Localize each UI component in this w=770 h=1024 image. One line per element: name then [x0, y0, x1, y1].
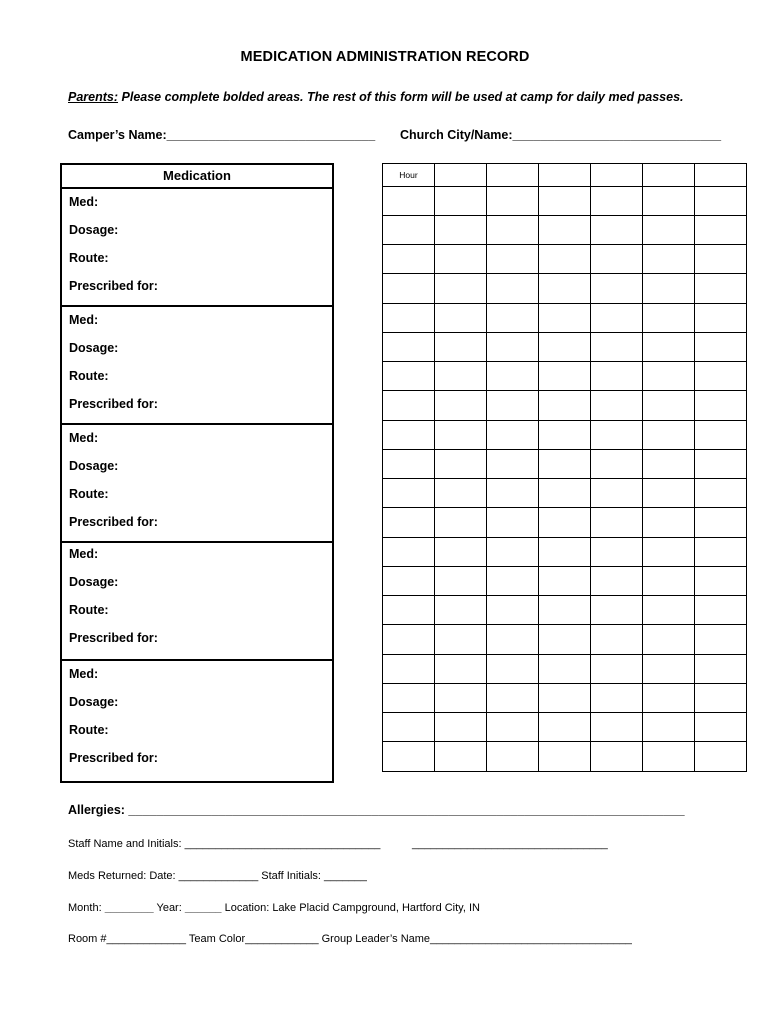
grid-cell[interactable]: [695, 187, 747, 216]
grid-cell[interactable]: [539, 596, 591, 625]
grid-cell[interactable]: [383, 450, 435, 479]
year-label: Year:: [153, 902, 185, 914]
grid-cell[interactable]: [539, 508, 591, 538]
prescribed-for-field[interactable]: Prescribed for:: [69, 631, 158, 645]
grid-cell[interactable]: [591, 216, 643, 245]
campers-name-field[interactable]: Camper’s Name:______________________________: [68, 128, 376, 142]
allergies-field[interactable]: Allergies: ________________________________________________________________________________: [68, 803, 685, 817]
grid-cell[interactable]: [695, 421, 747, 450]
grid-cell[interactable]: [435, 655, 487, 684]
grid-cell[interactable]: [591, 625, 643, 655]
grid-cell[interactable]: [591, 508, 643, 538]
grid-row: [383, 713, 747, 742]
grid-cell[interactable]: [643, 508, 695, 538]
grid-cell[interactable]: [591, 164, 643, 187]
grid-cell[interactable]: [383, 245, 435, 274]
grid-cell[interactable]: [383, 421, 435, 450]
grid-cell[interactable]: [539, 684, 591, 713]
grid-cell[interactable]: [435, 187, 487, 216]
room-team-leader-line[interactable]: Room #_____________ Team Color____________ Group Leader’s Name_________________________________: [68, 933, 632, 945]
grid-cell[interactable]: [539, 538, 591, 567]
grid-row: [383, 187, 747, 216]
route-field[interactable]: Route:: [69, 603, 109, 617]
grid-row: [383, 216, 747, 245]
grid-cell[interactable]: [435, 684, 487, 713]
church-city-name-field[interactable]: Church City/Name:______________________________: [400, 128, 722, 142]
grid-row: [383, 333, 747, 362]
grid-cell[interactable]: [695, 479, 747, 508]
grid-cell[interactable]: [695, 216, 747, 245]
route-field[interactable]: Route:: [69, 487, 109, 501]
dosage-field[interactable]: Dosage:: [69, 223, 119, 237]
grid-cell[interactable]: [435, 713, 487, 742]
grid-cell[interactable]: [383, 538, 435, 567]
grid-cell[interactable]: [695, 274, 747, 304]
grid-cell[interactable]: [643, 245, 695, 274]
medication-block-5: [62, 661, 332, 781]
grid-cell[interactable]: [643, 655, 695, 684]
grid-row: [383, 567, 747, 596]
grid-cell[interactable]: [591, 713, 643, 742]
grid-header-row: [383, 164, 747, 187]
grid-cell[interactable]: [591, 274, 643, 304]
grid-cell[interactable]: [643, 164, 695, 187]
dosage-field[interactable]: Dosage:: [69, 575, 119, 589]
grid-cell[interactable]: [643, 333, 695, 362]
medication-header: Medication: [62, 165, 332, 189]
grid-cell[interactable]: [383, 625, 435, 655]
grid-cell[interactable]: [643, 274, 695, 304]
grid-cell[interactable]: [383, 713, 435, 742]
grid-cell[interactable]: [487, 713, 539, 742]
grid-row: [383, 391, 747, 421]
grid-cell[interactable]: [695, 245, 747, 274]
staff-name-initials-field[interactable]: Staff Name and Initials: ________________________________: [68, 838, 381, 850]
grid-cell[interactable]: [643, 216, 695, 245]
grid-cell[interactable]: [643, 538, 695, 567]
grid-cell[interactable]: [695, 304, 747, 333]
grid-cell[interactable]: [643, 625, 695, 655]
grid-cell[interactable]: [487, 245, 539, 274]
grid-cell[interactable]: [539, 421, 591, 450]
medication-block-1: [62, 189, 332, 307]
grid-cell[interactable]: [539, 304, 591, 333]
med-field[interactable]: Med:: [69, 547, 99, 561]
grid-cell[interactable]: [487, 164, 539, 187]
grid-row: [383, 684, 747, 713]
grid-row: [383, 508, 747, 538]
grid-cell[interactable]: [695, 596, 747, 625]
grid-cell[interactable]: [643, 596, 695, 625]
grid-cell[interactable]: [435, 450, 487, 479]
dosage-field[interactable]: Dosage:: [69, 459, 119, 473]
grid-cell[interactable]: [383, 742, 435, 772]
grid-cell[interactable]: [487, 596, 539, 625]
grid-row: [383, 304, 747, 333]
grid-row: [383, 450, 747, 479]
grid-cell[interactable]: [487, 450, 539, 479]
grid-cell[interactable]: [487, 216, 539, 245]
grid-cell[interactable]: [487, 333, 539, 362]
grid-cell[interactable]: [591, 538, 643, 567]
grid-cell[interactable]: [487, 655, 539, 684]
grid-cell[interactable]: [383, 304, 435, 333]
grid-cell[interactable]: [643, 391, 695, 421]
grid-cell[interactable]: [643, 362, 695, 391]
grid-cell[interactable]: [383, 596, 435, 625]
grid-cell[interactable]: [435, 362, 487, 391]
grid-cell[interactable]: [591, 245, 643, 274]
prescribed-for-field[interactable]: Prescribed for:: [69, 751, 158, 765]
med-field[interactable]: Med:: [69, 431, 99, 445]
prescribed-for-field[interactable]: Prescribed for:: [69, 397, 158, 411]
grid-cell[interactable]: [435, 333, 487, 362]
grid-cell[interactable]: [383, 362, 435, 391]
route-field[interactable]: Route:: [69, 723, 109, 737]
grid-cell[interactable]: [435, 508, 487, 538]
grid-cell[interactable]: [383, 391, 435, 421]
grid-cell[interactable]: [487, 274, 539, 304]
hour-grid: [382, 163, 747, 772]
grid-cell[interactable]: [383, 655, 435, 684]
grid-cell[interactable]: [383, 333, 435, 362]
grid-cell[interactable]: [487, 684, 539, 713]
grid-cell[interactable]: [643, 684, 695, 713]
grid-cell[interactable]: [539, 274, 591, 304]
grid-cell[interactable]: [383, 187, 435, 216]
grid-cell[interactable]: [591, 655, 643, 684]
grid-cell[interactable]: [539, 450, 591, 479]
grid-cell[interactable]: [643, 450, 695, 479]
grid-cell[interactable]: [695, 333, 747, 362]
grid-cell[interactable]: [591, 684, 643, 713]
grid-cell[interactable]: [539, 655, 591, 684]
grid-cell[interactable]: [591, 187, 643, 216]
grid-cell[interactable]: [695, 362, 747, 391]
month-field[interactable]: ________: [104, 902, 154, 914]
grid-cell[interactable]: [591, 742, 643, 772]
grid-row: [383, 742, 747, 772]
location-text: Location: Lake Placid Campground, Hartford City, IN: [221, 902, 480, 914]
grid-cell[interactable]: [591, 596, 643, 625]
grid-cell[interactable]: [487, 391, 539, 421]
grid-cell[interactable]: [435, 245, 487, 274]
grid-cell[interactable]: [695, 538, 747, 567]
grid-row: [383, 274, 747, 304]
grid-row: [383, 625, 747, 655]
grid-row: [383, 655, 747, 684]
grid-cell[interactable]: [539, 333, 591, 362]
grid-cell[interactable]: [435, 164, 487, 187]
grid-row: [383, 538, 747, 567]
grid-cell[interactable]: [539, 391, 591, 421]
grid-cell[interactable]: [643, 304, 695, 333]
grid-cell[interactable]: [383, 479, 435, 508]
dosage-field[interactable]: Dosage:: [69, 695, 119, 709]
grid-cell[interactable]: [487, 508, 539, 538]
grid-cell[interactable]: [539, 713, 591, 742]
grid-cell[interactable]: [435, 596, 487, 625]
month-label: Month:: [68, 902, 105, 914]
prescribed-for-field[interactable]: Prescribed for:: [69, 279, 158, 293]
medication-panel: [60, 163, 334, 783]
medication-block-4: [62, 543, 332, 661]
grid-row: [383, 479, 747, 508]
grid-row: [383, 245, 747, 274]
grid-cell[interactable]: [487, 187, 539, 216]
med-field[interactable]: Med:: [69, 313, 99, 327]
grid-cell[interactable]: [695, 567, 747, 596]
grid-cell[interactable]: [695, 655, 747, 684]
grid-cell[interactable]: [487, 538, 539, 567]
meds-returned-field[interactable]: Meds Returned: Date: _____________ Staff Initials: _______: [68, 870, 367, 882]
grid-row: [383, 596, 747, 625]
route-field[interactable]: Route:: [69, 251, 109, 265]
grid-cell[interactable]: [435, 567, 487, 596]
grid-cell[interactable]: [695, 391, 747, 421]
grid-cell[interactable]: [487, 625, 539, 655]
medication-block-3: [62, 425, 332, 543]
grid-cell[interactable]: [591, 333, 643, 362]
grid-cell[interactable]: [591, 391, 643, 421]
grid-cell[interactable]: [695, 450, 747, 479]
grid-cell[interactable]: [695, 625, 747, 655]
grid-cell[interactable]: [591, 362, 643, 391]
grid-row: [383, 421, 747, 450]
parent-instructions: [68, 90, 684, 104]
dosage-field[interactable]: Dosage:: [69, 341, 119, 355]
grid-cell[interactable]: [695, 684, 747, 713]
grid-cell[interactable]: [591, 304, 643, 333]
grid-cell[interactable]: [487, 304, 539, 333]
med-field[interactable]: Med:: [69, 195, 99, 209]
grid-cell[interactable]: [383, 216, 435, 245]
year-field[interactable]: ______: [184, 902, 222, 914]
grid-cell[interactable]: [487, 421, 539, 450]
grid-cell[interactable]: [435, 742, 487, 772]
grid-cell[interactable]: [643, 479, 695, 508]
grid-cell[interactable]: [435, 216, 487, 245]
grid-cell[interactable]: [435, 421, 487, 450]
grid-cell[interactable]: [383, 567, 435, 596]
medication-block-2: [62, 307, 332, 425]
grid-cell[interactable]: [487, 479, 539, 508]
grid-cell[interactable]: [539, 362, 591, 391]
grid-cell[interactable]: [591, 450, 643, 479]
parents-label: Parents:: [68, 90, 119, 104]
grid-cell[interactable]: [643, 713, 695, 742]
grid-cell[interactable]: [487, 567, 539, 596]
grid-cell[interactable]: [539, 479, 591, 508]
prescribed-for-field[interactable]: Prescribed for:: [69, 515, 158, 529]
grid-cell[interactable]: [383, 508, 435, 538]
grid-cell[interactable]: [435, 274, 487, 304]
grid-cell[interactable]: [435, 479, 487, 508]
grid-cell[interactable]: [695, 508, 747, 538]
grid-cell[interactable]: [695, 742, 747, 772]
grid-cell[interactable]: [539, 245, 591, 274]
staff-name-initials-field-2[interactable]: ________________________________: [412, 838, 608, 850]
grid-cell[interactable]: [487, 742, 539, 772]
grid-cell[interactable]: [591, 479, 643, 508]
grid-cell[interactable]: [695, 713, 747, 742]
grid-cell[interactable]: [539, 164, 591, 187]
grid-cell[interactable]: [643, 421, 695, 450]
grid-cell[interactable]: [591, 421, 643, 450]
grid-cell[interactable]: [539, 625, 591, 655]
med-field[interactable]: Med:: [69, 667, 99, 681]
grid-cell[interactable]: [435, 304, 487, 333]
page-title: MEDICATION ADMINISTRATION RECORD: [240, 49, 530, 65]
grid-cell[interactable]: [643, 187, 695, 216]
grid-cell[interactable]: [643, 742, 695, 772]
month-year-location-line: [68, 902, 480, 914]
route-field[interactable]: Route:: [69, 369, 109, 383]
grid-cell[interactable]: [383, 274, 435, 304]
grid-cell[interactable]: [695, 164, 747, 187]
grid-cell[interactable]: [539, 187, 591, 216]
grid-cell[interactable]: [643, 567, 695, 596]
grid-cell[interactable]: [539, 216, 591, 245]
grid-cell[interactable]: [591, 567, 643, 596]
grid-cell[interactable]: [383, 684, 435, 713]
grid-cell[interactable]: [539, 567, 591, 596]
grid-cell[interactable]: [435, 538, 487, 567]
grid-row: [383, 362, 747, 391]
instructions-text: Please complete bolded areas. The rest of this form will be used at camp for daily med passes.: [118, 90, 684, 104]
grid-cell[interactable]: [487, 362, 539, 391]
grid-cell[interactable]: [435, 625, 487, 655]
grid-cell[interactable]: [539, 742, 591, 772]
hour-label: Hour: [383, 164, 435, 187]
grid-cell[interactable]: [435, 391, 487, 421]
